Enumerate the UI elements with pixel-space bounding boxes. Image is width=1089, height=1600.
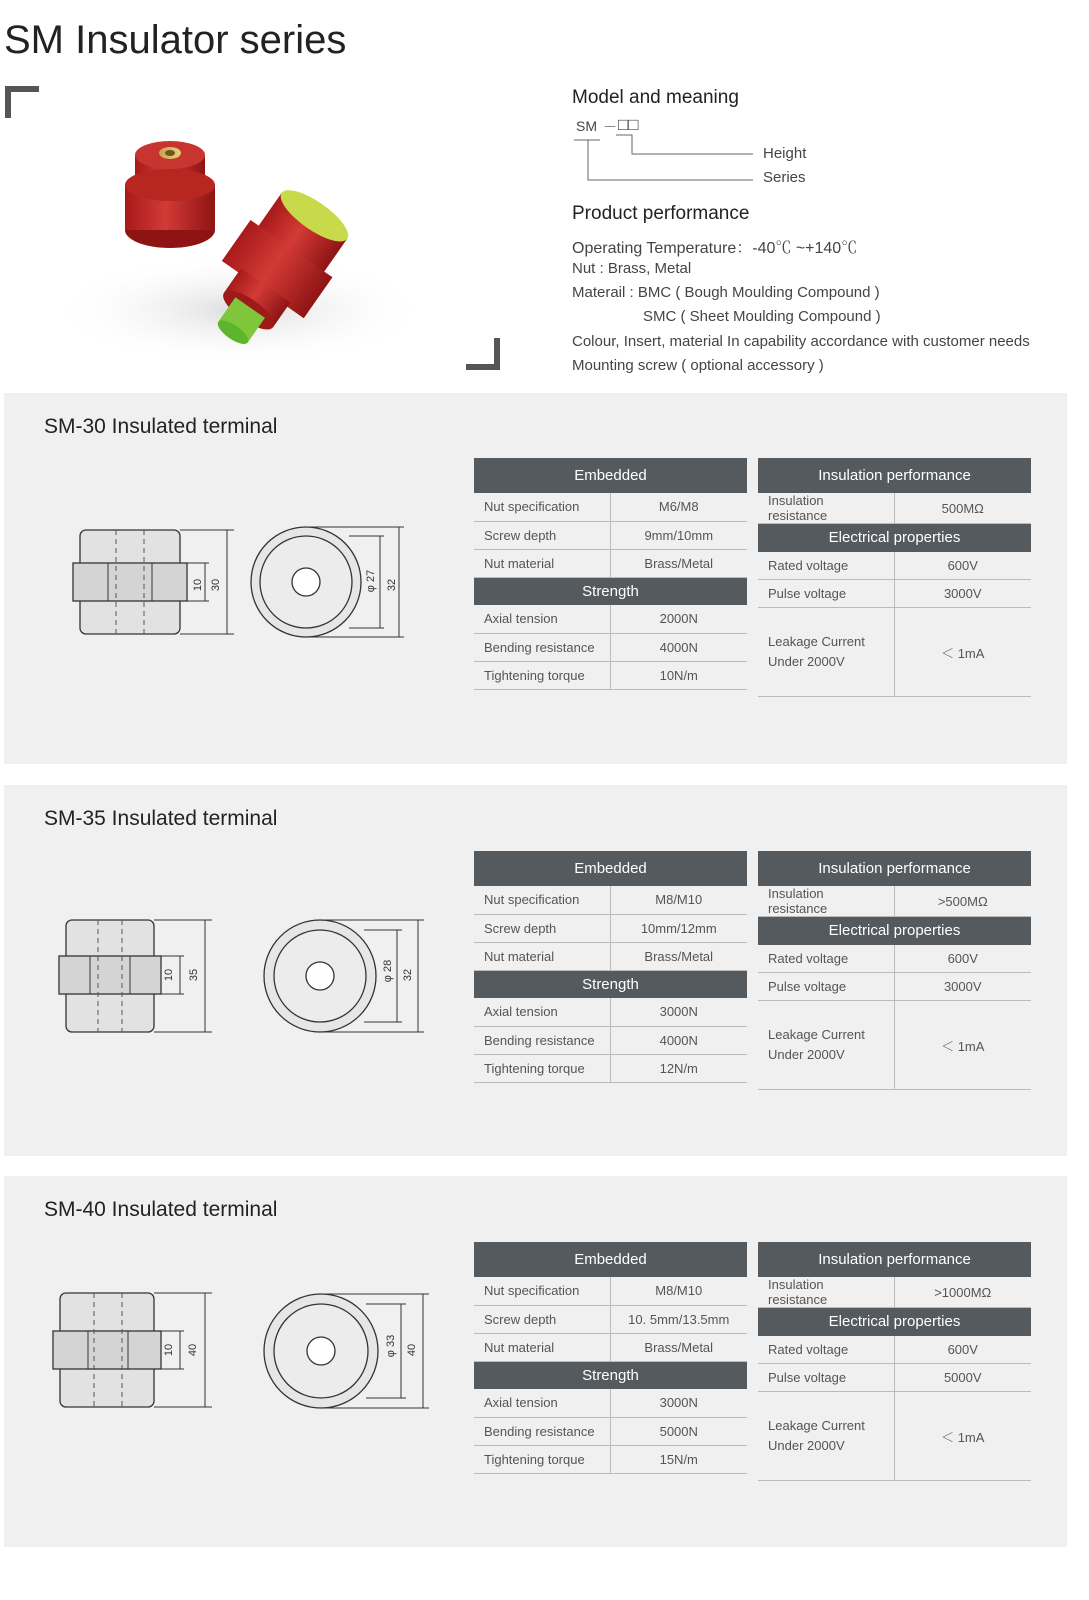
axial-value: 3000N [610,998,747,1026]
nut-material-value: Brass/Metal [610,549,747,577]
leakage-label-line: Leakage Current [768,634,865,649]
row-label: Pulse voltage [758,580,894,608]
row-label: Tightening torque [474,1054,610,1082]
performance-line: Materail : BMC ( Bough Moulding Compound ) [572,284,880,301]
performance-line: Colour, Insert, material In capability accordance with customer needs [572,333,1030,350]
row-label: Insulation resistance [758,886,894,917]
row-label: Nut material [474,549,610,577]
insulation-resistance-value: >1000MΩ [894,1277,1031,1308]
leakage-label-line: Under 2000V [768,1047,845,1062]
insulation-resistance-value: 500MΩ [894,493,1031,524]
model-diagram-lines [570,130,760,190]
electrical-header: Electrical properties [758,1308,1031,1336]
embedded-strength-table [474,458,747,690]
leakage-label-line: Leakage Current [768,1418,865,1433]
rated-voltage-value: 600V [894,1336,1031,1364]
row-label: Bending resistance [474,1417,610,1445]
torque-value: 10N/m [610,661,747,689]
performance-line: Mounting screw ( optional accessory ) [572,357,824,374]
electrical-header: Electrical properties [758,524,1031,552]
leakage-value: ＜ 1mA [894,608,1031,697]
insulation-header: Insulation performance [758,1242,1031,1277]
dim-inner: 10 [163,1343,176,1357]
row-label: Axial tension [474,998,610,1026]
insulation-resistance-value: >500MΩ [894,886,1031,917]
screw-depth-value: 10mm/12mm [610,914,747,942]
performance-line: SMC ( Sheet Moulding Compound ) [643,308,881,325]
model-series-label: Series [763,169,806,186]
dim-height: 30 [210,578,223,592]
dimension-drawing [44,1266,444,1466]
nut-spec-value: M8/M10 [610,886,747,914]
dim-diameter: φ 33 [385,1334,398,1358]
embedded-strength-table [474,851,747,1083]
corner-bracket-top-left [5,86,39,118]
dimension-drawing [44,483,444,683]
rated-voltage-value: 600V [894,945,1031,973]
nut-spec-value: M8/M10 [610,1277,747,1305]
performance-heading: Product performance [572,203,750,224]
section-title: SM-40 Insulated terminal [44,1198,278,1221]
leakage-label [758,1001,894,1090]
insulation-electrical-table [758,1242,1031,1481]
pulse-voltage-value: 3000V [894,973,1031,1001]
dim-outer: 40 [406,1343,419,1357]
electrical-header: Electrical properties [758,917,1031,945]
row-label: Rated voltage [758,552,894,580]
insulation-electrical-table [758,851,1031,1090]
nut-material-value: Brass/Metal [610,942,747,970]
row-label: Rated voltage [758,945,894,973]
row-label: Nut specification [474,1277,610,1305]
model-heading: Model and meaning [572,87,739,108]
leakage-label [758,608,894,697]
row-label: Axial tension [474,605,610,633]
row-label: Screw depth [474,1305,610,1333]
insulation-header: Insulation performance [758,851,1031,886]
spec-section-sm40 [4,1176,1067,1547]
dim-height: 35 [188,968,201,982]
section-title: SM-30 Insulated terminal [44,415,278,438]
model-dash: － [603,119,617,135]
leakage-label-line: Under 2000V [768,1438,845,1453]
embedded-header: Embedded [474,851,747,886]
torque-value: 15N/m [610,1445,747,1473]
row-label: Rated voltage [758,1336,894,1364]
bending-value: 5000N [610,1417,747,1445]
dim-inner: 10 [192,578,205,592]
dim-height: 40 [187,1343,200,1357]
strength-header: Strength [474,970,747,998]
section-title: SM-35 Insulated terminal [44,807,278,830]
leakage-value: ＜ 1mA [894,1001,1031,1090]
embedded-header: Embedded [474,1242,747,1277]
insulation-electrical-table [758,458,1031,697]
nut-spec-value: M6/M8 [610,493,747,521]
dim-diameter: φ 28 [382,959,395,983]
leakage-label-line: Leakage Current [768,1027,865,1042]
row-label: Tightening torque [474,1445,610,1473]
row-label: Bending resistance [474,633,610,661]
insulation-header: Insulation performance [758,458,1031,493]
model-boxes: □□ [618,115,639,134]
spec-section-sm30 [4,393,1067,764]
row-label: Axial tension [474,1389,610,1417]
bending-value: 4000N [610,1026,747,1054]
pulse-voltage-value: 3000V [894,580,1031,608]
axial-value: 2000N [610,605,747,633]
product-photo [40,95,460,370]
model-code: SM [576,118,597,134]
row-label: Bending resistance [474,1026,610,1054]
dim-outer: 32 [386,578,399,592]
dim-inner: 10 [163,968,176,982]
row-label: Screw depth [474,521,610,549]
performance-line: Operating Temperature：-40℃ ~+140℃ [572,240,858,257]
row-label: Screw depth [474,914,610,942]
leakage-value: ＜ 1mA [894,1392,1031,1481]
pulse-voltage-value: 5000V [894,1364,1031,1392]
strength-header: Strength [474,1361,747,1389]
row-label: Tightening torque [474,661,610,689]
row-label: Nut specification [474,886,610,914]
row-label: Insulation resistance [758,493,894,524]
page-title: SM Insulator series [4,18,347,62]
spec-section-sm35 [4,785,1067,1156]
nut-material-value: Brass/Metal [610,1333,747,1361]
rated-voltage-value: 600V [894,552,1031,580]
row-label: Pulse voltage [758,1364,894,1392]
embedded-strength-table [474,1242,747,1474]
torque-value: 12N/m [610,1054,747,1082]
screw-depth-value: 9mm/10mm [610,521,747,549]
row-label: Nut material [474,942,610,970]
performance-line: Nut : Brass, Metal [572,260,692,277]
strength-header: Strength [474,577,747,605]
leakage-label [758,1392,894,1481]
bending-value: 4000N [610,633,747,661]
row-label: Insulation resistance [758,1277,894,1308]
axial-value: 3000N [610,1389,747,1417]
row-label: Nut material [474,1333,610,1361]
leakage-label-line: Under 2000V [768,654,845,669]
row-label: Pulse voltage [758,973,894,1001]
dim-outer: 32 [402,968,415,982]
corner-bracket-bottom-right [466,338,500,370]
dim-diameter: φ 27 [365,569,378,593]
embedded-header: Embedded [474,458,747,493]
row-label: Nut specification [474,493,610,521]
model-height-label: Height [763,145,807,162]
screw-depth-value: 10. 5mm/13.5mm [610,1305,747,1333]
